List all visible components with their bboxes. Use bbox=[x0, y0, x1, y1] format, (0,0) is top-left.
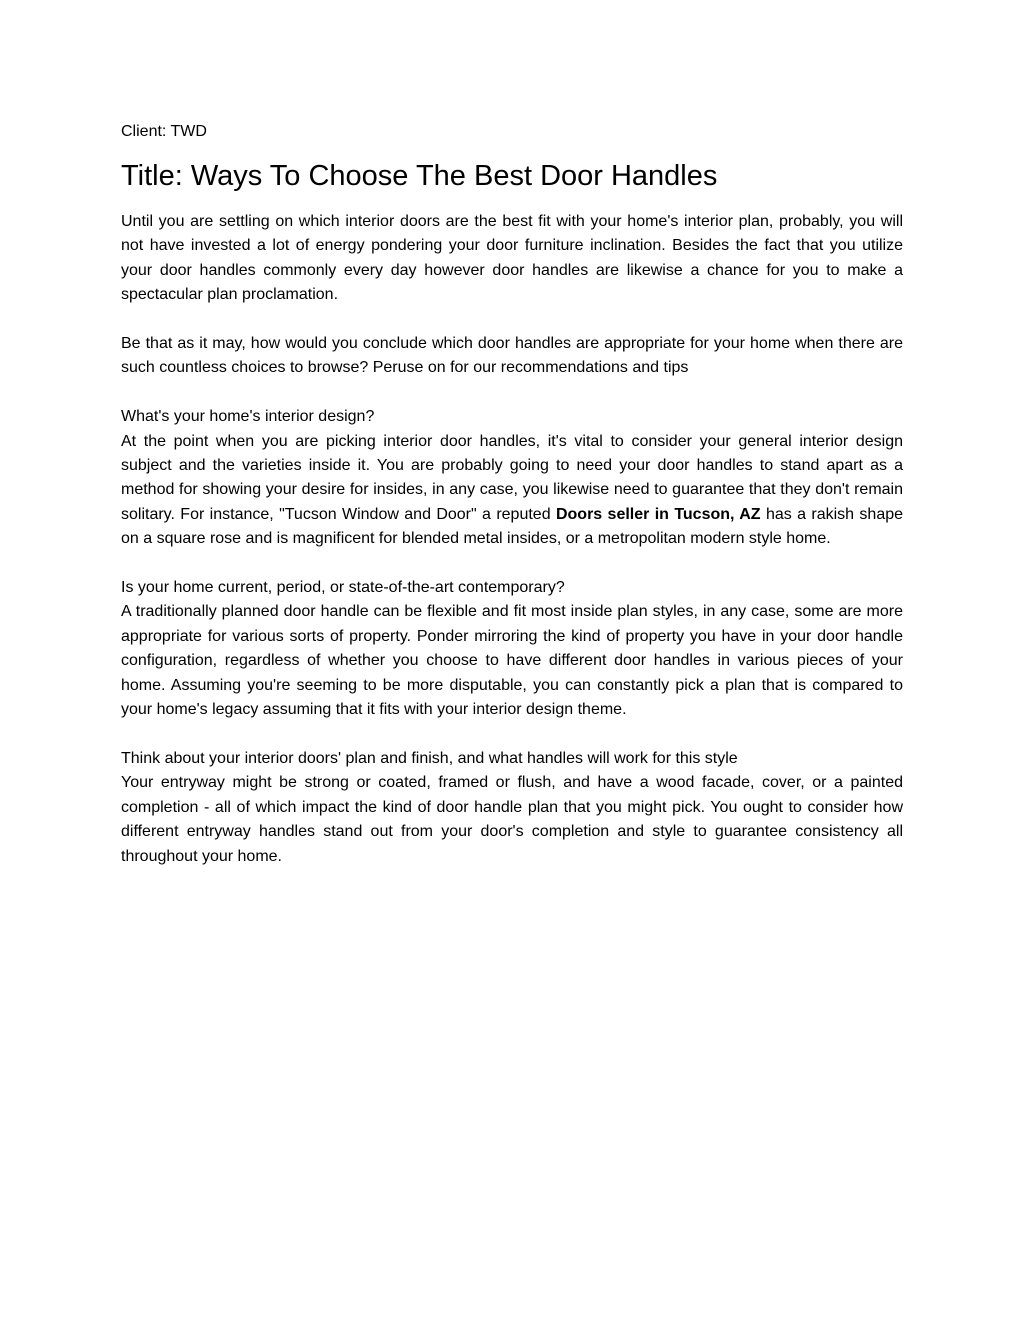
section-body-text: has a rakish shape on a square rose and is magnificent for blended metal insides, or a metropolitan modern style home. bbox=[121, 505, 904, 548]
section-heading: Think about your interior doors' plan and finish, and what handles will work for this style bbox=[121, 749, 738, 767]
section-interior-design bbox=[121, 405, 903, 551]
document-title: Title: Ways To Choose The Best Door Handles bbox=[121, 160, 718, 192]
section-body: Your entryway might be strong or coated, framed or flush, and have a wood facade, cover, or a painted completion - all of which impact the kind of door handle plan that you might pick. You ought to consider how different entryway handles stand out from your door's completion and style to guarantee consistency all throughout your home. bbox=[121, 774, 903, 865]
section-home-style bbox=[121, 576, 903, 722]
intro-paragraph-1: Until you are settling on which interior doors are the best fit with your home's interior plan, probably, you will not have invested a lot of energy pondering your door furniture inclination. Besides the fact that you utilize your door handles commonly every day however door handles are likewise a chance for you to make a spectacular plan proclamation. bbox=[121, 213, 903, 304]
section-heading: Is your home current, period, or state-of-the-art contemporary? bbox=[121, 579, 565, 597]
intro-paragraph-2: Be that as it may, how would you conclude which door handles are appropriate for your home when there are such countless choices to browse? Peruse on for our recommendations and tips bbox=[121, 335, 903, 377]
section-body bbox=[121, 430, 903, 552]
bold-phrase: Doors seller in Tucson, AZ bbox=[555, 505, 761, 523]
client-line: Client: TWD bbox=[121, 123, 207, 140]
document-page bbox=[121, 120, 903, 869]
section-heading: What's your home's interior design? bbox=[121, 408, 375, 426]
section-body-text: At the point when you are picking interior door handles, it's vital to consider your general interior design subject and the varieties inside it. You are probably going to need your door handles to stand apart as a method for showing your desire for insides, in any case, you likewise need to guarantee that they don't remain solitary. For instance, "Tucson Window and Door" a reputed bbox=[121, 432, 903, 523]
section-body: A traditionally planned door handle can be flexible and fit most inside plan styles, in any case, some are more appropriate for various sorts of property. Ponder mirroring the kind of property you have in your door handle configuration, regardless of whether you choose to have different door handles in various pieces of your home. Assuming you're seeming to be more disputable, you can constantly pick a plan that is compared to your home's legacy assuming that it fits with your interior design theme. bbox=[121, 603, 903, 719]
section-doors-finish bbox=[121, 747, 903, 869]
